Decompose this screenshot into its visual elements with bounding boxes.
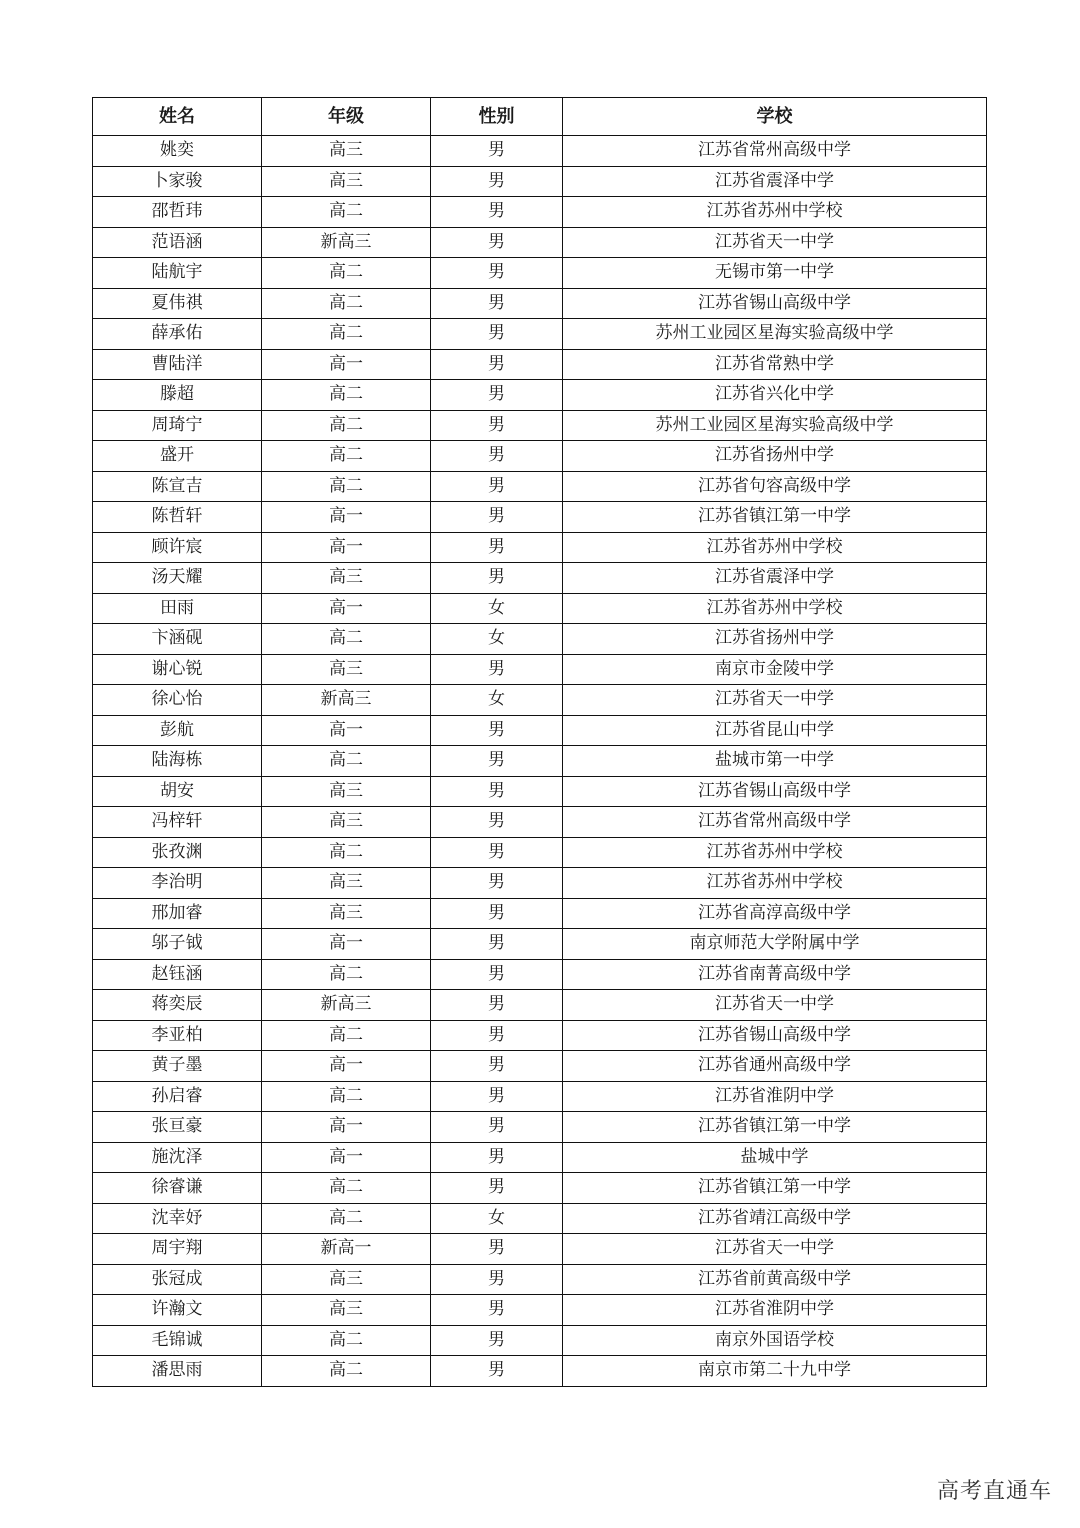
cell-school: 江苏省天一中学 (563, 685, 987, 716)
cell-gender: 男 (431, 227, 563, 258)
cell-grade: 高三 (262, 1295, 431, 1326)
table-row (93, 258, 987, 289)
cell-grade: 高一 (262, 532, 431, 563)
cell-name: 邢加睿 (93, 898, 262, 929)
cell-gender: 男 (431, 959, 563, 990)
cell-gender: 男 (431, 166, 563, 197)
cell-name: 彭航 (93, 715, 262, 746)
table-row (93, 685, 987, 716)
table-row (93, 1173, 987, 1204)
cell-grade: 高一 (262, 1142, 431, 1173)
cell-gender: 男 (431, 1356, 563, 1387)
table-row (93, 1295, 987, 1326)
cell-school: 江苏省南菁高级中学 (563, 959, 987, 990)
cell-grade: 新高三 (262, 990, 431, 1021)
cell-grade: 高三 (262, 136, 431, 167)
cell-school: 南京市金陵中学 (563, 654, 987, 685)
cell-gender: 男 (431, 319, 563, 350)
cell-name: 周琦宁 (93, 410, 262, 441)
cell-school: 江苏省苏州中学校 (563, 837, 987, 868)
table-row (93, 349, 987, 380)
cell-name: 沈幸妤 (93, 1203, 262, 1234)
table-row (93, 898, 987, 929)
cell-name: 李亚柏 (93, 1020, 262, 1051)
cell-grade: 高一 (262, 502, 431, 533)
cell-name: 许瀚文 (93, 1295, 262, 1326)
cell-gender: 男 (431, 410, 563, 441)
cell-grade: 高二 (262, 288, 431, 319)
cell-gender: 男 (431, 807, 563, 838)
cell-grade: 高三 (262, 1264, 431, 1295)
cell-name: 田雨 (93, 593, 262, 624)
cell-name: 赵钰涵 (93, 959, 262, 990)
cell-grade: 高一 (262, 1051, 431, 1082)
cell-school: 江苏省锡山高级中学 (563, 288, 987, 319)
cell-gender: 男 (431, 654, 563, 685)
cell-gender: 男 (431, 1112, 563, 1143)
cell-gender: 男 (431, 715, 563, 746)
cell-grade: 高三 (262, 776, 431, 807)
table-row (93, 837, 987, 868)
cell-grade: 高一 (262, 1112, 431, 1143)
table-row (93, 654, 987, 685)
table-row (93, 410, 987, 441)
table-row (93, 1234, 987, 1265)
table-row (93, 1051, 987, 1082)
cell-school: 江苏省苏州中学校 (563, 593, 987, 624)
cell-name: 冯梓轩 (93, 807, 262, 838)
cell-school: 江苏省镇江第一中学 (563, 502, 987, 533)
cell-grade: 高三 (262, 898, 431, 929)
table-row (93, 1020, 987, 1051)
table-row (93, 593, 987, 624)
cell-grade: 高三 (262, 563, 431, 594)
cell-name: 邵哲玮 (93, 197, 262, 228)
cell-school: 江苏省苏州中学校 (563, 197, 987, 228)
cell-grade: 高二 (262, 441, 431, 472)
cell-grade: 高三 (262, 807, 431, 838)
cell-school: 江苏省天一中学 (563, 990, 987, 1021)
cell-name: 陈宣吉 (93, 471, 262, 502)
cell-school: 江苏省苏州中学校 (563, 532, 987, 563)
cell-grade: 高二 (262, 837, 431, 868)
cell-grade: 高二 (262, 746, 431, 777)
cell-grade: 高二 (262, 410, 431, 441)
cell-gender: 男 (431, 1173, 563, 1204)
cell-school: 江苏省天一中学 (563, 1234, 987, 1265)
cell-school: 苏州工业园区星海实验高级中学 (563, 410, 987, 441)
cell-gender: 男 (431, 441, 563, 472)
cell-grade: 高二 (262, 1173, 431, 1204)
cell-school: 江苏省前黄高级中学 (563, 1264, 987, 1295)
cell-name: 张冠成 (93, 1264, 262, 1295)
cell-gender: 男 (431, 1264, 563, 1295)
cell-school: 江苏省扬州中学 (563, 624, 987, 655)
cell-school: 江苏省兴化中学 (563, 380, 987, 411)
cell-gender: 男 (431, 776, 563, 807)
cell-gender: 男 (431, 990, 563, 1021)
cell-grade: 高二 (262, 471, 431, 502)
cell-gender: 男 (431, 1142, 563, 1173)
cell-name: 邬子钺 (93, 929, 262, 960)
header-gender: 性别 (431, 98, 563, 136)
cell-school: 江苏省镇江第一中学 (563, 1173, 987, 1204)
cell-school: 江苏省常州高级中学 (563, 807, 987, 838)
cell-school: 江苏省高淳高级中学 (563, 898, 987, 929)
cell-school: 盐城市第一中学 (563, 746, 987, 777)
cell-school: 江苏省句容高级中学 (563, 471, 987, 502)
table-row (93, 471, 987, 502)
cell-grade: 高三 (262, 166, 431, 197)
cell-school: 江苏省天一中学 (563, 227, 987, 258)
cell-grade: 高二 (262, 1325, 431, 1356)
cell-name: 谢心锐 (93, 654, 262, 685)
table-row (93, 136, 987, 167)
cell-gender: 男 (431, 563, 563, 594)
cell-grade: 高三 (262, 868, 431, 899)
cell-name: 姚奕 (93, 136, 262, 167)
cell-name: 薛承佑 (93, 319, 262, 350)
cell-name: 蒋奕辰 (93, 990, 262, 1021)
cell-name: 毛锦诚 (93, 1325, 262, 1356)
cell-name: 陆航宇 (93, 258, 262, 289)
cell-gender: 男 (431, 1051, 563, 1082)
table-row (93, 624, 987, 655)
cell-gender: 男 (431, 136, 563, 167)
cell-name: 汤天耀 (93, 563, 262, 594)
cell-grade: 新高一 (262, 1234, 431, 1265)
cell-name: 陆海栋 (93, 746, 262, 777)
cell-school: 江苏省常州高级中学 (563, 136, 987, 167)
cell-grade: 高二 (262, 624, 431, 655)
table-row (93, 746, 987, 777)
table-row (93, 868, 987, 899)
cell-grade: 高一 (262, 593, 431, 624)
cell-school: 江苏省震泽中学 (563, 563, 987, 594)
cell-school: 南京市第二十九中学 (563, 1356, 987, 1387)
cell-name: 潘思雨 (93, 1356, 262, 1387)
table-row (93, 380, 987, 411)
cell-name: 徐心怡 (93, 685, 262, 716)
cell-gender: 男 (431, 898, 563, 929)
cell-name: 盛开 (93, 441, 262, 472)
header-name: 姓名 (93, 98, 262, 136)
table-row (93, 1325, 987, 1356)
table-row (93, 1112, 987, 1143)
cell-grade: 高三 (262, 654, 431, 685)
cell-name: 施沈泽 (93, 1142, 262, 1173)
table-row (93, 227, 987, 258)
cell-school: 盐城中学 (563, 1142, 987, 1173)
cell-gender: 男 (431, 288, 563, 319)
cell-name: 李治明 (93, 868, 262, 899)
cell-grade: 高二 (262, 1203, 431, 1234)
cell-name: 徐睿谦 (93, 1173, 262, 1204)
cell-name: 张亘豪 (93, 1112, 262, 1143)
table-row (93, 1264, 987, 1295)
cell-school: 江苏省通州高级中学 (563, 1051, 987, 1082)
cell-name: 张孜渊 (93, 837, 262, 868)
table-row (93, 715, 987, 746)
cell-grade: 高二 (262, 380, 431, 411)
table-row (93, 197, 987, 228)
header-school: 学校 (563, 98, 987, 136)
cell-gender: 男 (431, 471, 563, 502)
cell-gender: 男 (431, 929, 563, 960)
cell-school: 苏州工业园区星海实验高级中学 (563, 319, 987, 350)
cell-name: 滕超 (93, 380, 262, 411)
cell-gender: 男 (431, 1295, 563, 1326)
cell-school: 江苏省淮阴中学 (563, 1081, 987, 1112)
cell-grade: 高二 (262, 1356, 431, 1387)
cell-gender: 男 (431, 1020, 563, 1051)
table-row (93, 1142, 987, 1173)
cell-grade: 高一 (262, 929, 431, 960)
table-row (93, 1356, 987, 1387)
table-row (93, 166, 987, 197)
cell-gender: 男 (431, 349, 563, 380)
table-row (93, 502, 987, 533)
cell-school: 江苏省苏州中学校 (563, 868, 987, 899)
cell-school: 南京外国语学校 (563, 1325, 987, 1356)
table-row (93, 929, 987, 960)
cell-school: 江苏省淮阴中学 (563, 1295, 987, 1326)
cell-grade: 新高三 (262, 227, 431, 258)
cell-gender: 男 (431, 837, 563, 868)
cell-school: 江苏省常熟中学 (563, 349, 987, 380)
cell-school: 江苏省震泽中学 (563, 166, 987, 197)
cell-name: 胡安 (93, 776, 262, 807)
cell-name: 黄子墨 (93, 1051, 262, 1082)
cell-gender: 男 (431, 258, 563, 289)
cell-grade: 高二 (262, 1020, 431, 1051)
cell-school: 江苏省昆山中学 (563, 715, 987, 746)
cell-grade: 高一 (262, 349, 431, 380)
table-row (93, 807, 987, 838)
cell-gender: 女 (431, 624, 563, 655)
header-grade: 年级 (262, 98, 431, 136)
table-row (93, 959, 987, 990)
table-row (93, 990, 987, 1021)
cell-name: 陈哲轩 (93, 502, 262, 533)
cell-grade: 高二 (262, 1081, 431, 1112)
cell-name: 卞涵砚 (93, 624, 262, 655)
cell-gender: 男 (431, 380, 563, 411)
table-row (93, 1081, 987, 1112)
watermark: 高考直通车 (936, 1479, 1052, 1504)
cell-school: 江苏省锡山高级中学 (563, 1020, 987, 1051)
table-row (93, 319, 987, 350)
cell-gender: 女 (431, 593, 563, 624)
table-row (93, 441, 987, 472)
table-row (93, 288, 987, 319)
cell-gender: 男 (431, 746, 563, 777)
cell-name: 周宇翔 (93, 1234, 262, 1265)
cell-school: 南京师范大学附属中学 (563, 929, 987, 960)
cell-name: 范语涵 (93, 227, 262, 258)
table-row (93, 776, 987, 807)
cell-gender: 女 (431, 1203, 563, 1234)
cell-name: 孙启睿 (93, 1081, 262, 1112)
table-row (93, 563, 987, 594)
cell-name: 曹陆洋 (93, 349, 262, 380)
table-row (93, 532, 987, 563)
cell-grade: 高一 (262, 715, 431, 746)
cell-gender: 男 (431, 502, 563, 533)
cell-grade: 新高三 (262, 685, 431, 716)
cell-name: 顾许宸 (93, 532, 262, 563)
table-row (93, 1203, 987, 1234)
cell-grade: 高二 (262, 197, 431, 228)
cell-gender: 女 (431, 685, 563, 716)
cell-school: 江苏省靖江高级中学 (563, 1203, 987, 1234)
cell-name: 卜家骏 (93, 166, 262, 197)
cell-grade: 高二 (262, 959, 431, 990)
cell-gender: 男 (431, 197, 563, 228)
cell-gender: 男 (431, 868, 563, 899)
table-header-row (93, 98, 987, 136)
cell-gender: 男 (431, 1325, 563, 1356)
cell-gender: 男 (431, 1081, 563, 1112)
cell-gender: 男 (431, 1234, 563, 1265)
cell-school: 无锡市第一中学 (563, 258, 987, 289)
cell-school: 江苏省扬州中学 (563, 441, 987, 472)
cell-grade: 高二 (262, 319, 431, 350)
cell-grade: 高二 (262, 258, 431, 289)
cell-school: 江苏省镇江第一中学 (563, 1112, 987, 1143)
cell-gender: 男 (431, 532, 563, 563)
cell-school: 江苏省锡山高级中学 (563, 776, 987, 807)
cell-name: 夏伟祺 (93, 288, 262, 319)
student-table (92, 97, 987, 1387)
